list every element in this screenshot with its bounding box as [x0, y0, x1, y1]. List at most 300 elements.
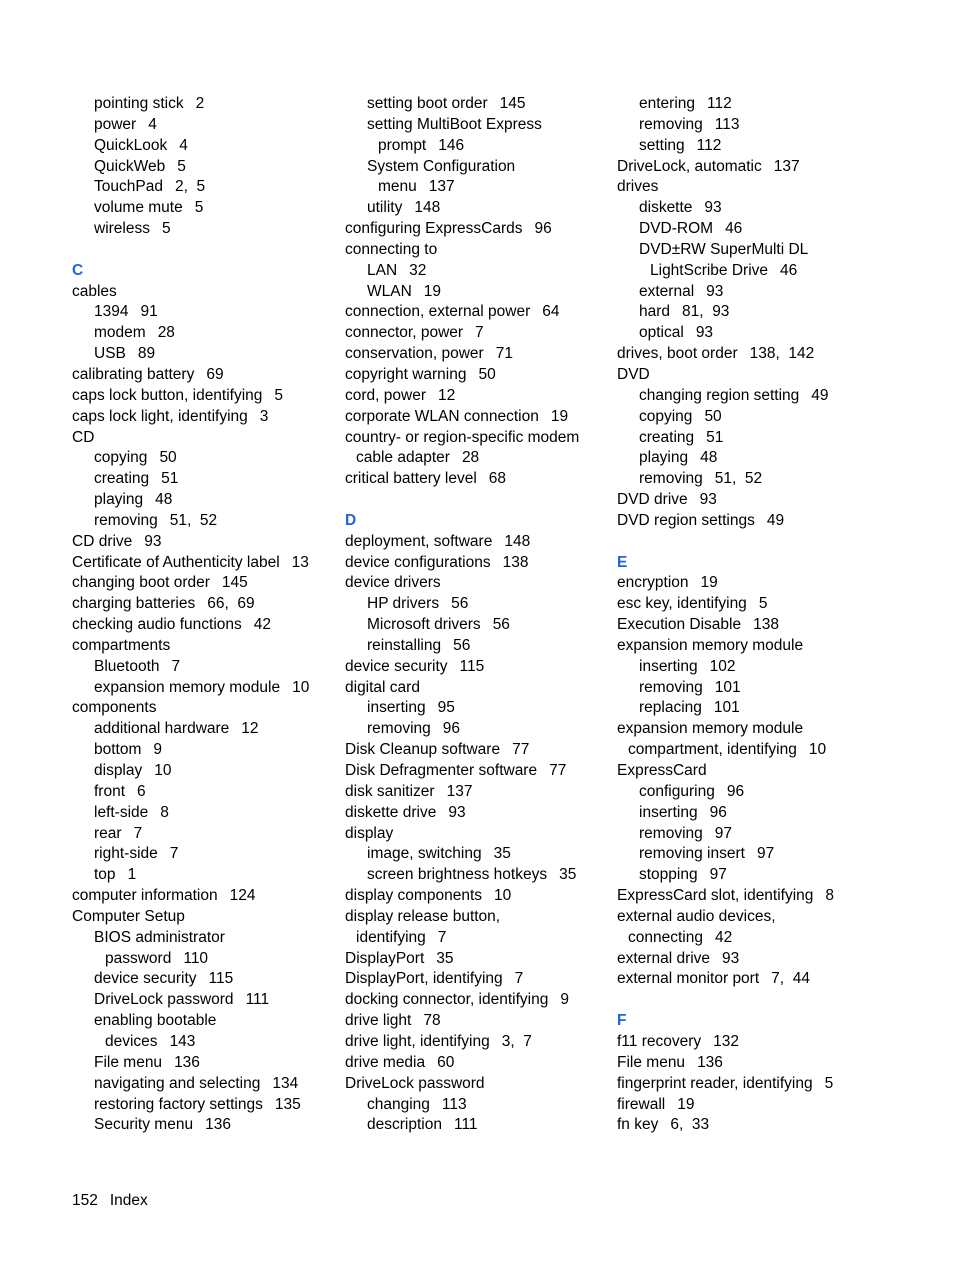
- page-reference: 13: [291, 553, 309, 571]
- page-reference: 51, 52: [714, 470, 763, 488]
- page-reference: 97: [709, 866, 727, 884]
- index-term: fingerprint reader, identifying: [617, 1074, 813, 1092]
- index-term: description: [367, 1116, 442, 1134]
- page-reference: 35: [559, 866, 577, 884]
- index-term: password: [105, 949, 172, 967]
- index-term: copying: [94, 449, 148, 467]
- index-term: external monitor port: [617, 970, 760, 988]
- index-term: components: [72, 699, 157, 717]
- page-reference: 137: [773, 157, 800, 175]
- index-entry: [72, 1011, 334, 1032]
- index-entry: [345, 740, 607, 761]
- page-reference: 10: [494, 887, 512, 905]
- page-reference: 138, 142: [749, 345, 815, 363]
- index-term: critical battery level: [345, 470, 477, 488]
- index-entry: [345, 636, 607, 657]
- index-term: diskette drive: [345, 803, 437, 821]
- index-entry: [617, 657, 879, 678]
- index-column-1: [72, 94, 334, 1136]
- page-reference: 8: [160, 803, 169, 821]
- page-reference: 42: [253, 616, 272, 634]
- page-reference: 111: [453, 1116, 478, 1134]
- page-reference: 136: [697, 1053, 723, 1071]
- index-term: CD: [72, 428, 95, 446]
- index-term: WLAN: [367, 282, 412, 300]
- index-term: ExpressCard slot, identifying: [617, 887, 814, 905]
- page-reference: 51, 52: [169, 511, 218, 529]
- index-entry: [72, 448, 334, 469]
- page-reference: 93: [722, 949, 740, 967]
- index-term: connecting: [628, 928, 703, 946]
- page-reference: 7: [169, 845, 179, 863]
- index-term: ExpressCard: [617, 762, 707, 779]
- page-reference: 10: [154, 762, 172, 779]
- index-term: calibrating battery: [72, 365, 195, 383]
- index-term: QuickLook: [94, 136, 168, 154]
- index-entry: [345, 1032, 607, 1053]
- page-reference: 137: [428, 178, 455, 196]
- index-term: screen brightness hotkeys: [367, 866, 548, 884]
- page-reference: 49: [766, 511, 785, 529]
- index-term: diskette: [639, 199, 693, 217]
- page-reference: 111: [245, 991, 270, 1009]
- index-term: top: [94, 866, 116, 884]
- index-entry: [72, 532, 334, 553]
- index-term: expansion memory module: [94, 678, 281, 696]
- index-entry: [617, 469, 879, 490]
- index-term: bottom: [94, 741, 142, 759]
- index-entry: [345, 428, 607, 449]
- page-reference: 77: [549, 762, 567, 779]
- index-entry: [72, 949, 334, 970]
- index-entry: [617, 761, 879, 782]
- index-term: DisplayPort, identifying: [345, 970, 503, 988]
- index-entry: [617, 282, 879, 303]
- page-reference: 46: [725, 220, 743, 238]
- page-reference: 124: [229, 887, 256, 905]
- index-entry: [72, 594, 334, 615]
- index-term: expansion memory module: [617, 636, 804, 654]
- index-term: device security: [94, 970, 197, 988]
- index-entry: [72, 844, 334, 865]
- index-term: utility: [367, 199, 403, 217]
- index-term: removing: [639, 824, 703, 842]
- index-entry: [617, 1032, 879, 1053]
- section-letter-e: E: [617, 553, 628, 571]
- index-term: Certificate of Authenticity label: [72, 553, 280, 571]
- index-entry: [617, 511, 879, 532]
- index-entry: [345, 1115, 607, 1136]
- index-term: Security menu: [94, 1116, 194, 1134]
- index-term: DVD±RW SuperMulti DL: [639, 240, 809, 258]
- index-entry: [345, 448, 607, 469]
- index-entry: [345, 177, 607, 198]
- page-reference: 2, 5: [174, 178, 206, 196]
- index-entry: [72, 177, 334, 198]
- page-reference: 93: [706, 282, 724, 300]
- page-reference: 50: [704, 407, 722, 425]
- index-term: removing insert: [639, 845, 745, 863]
- index-entry: [72, 1053, 334, 1074]
- page-reference: 56: [453, 636, 471, 654]
- index-entry: [72, 698, 334, 719]
- index-entry: [72, 1074, 334, 1095]
- page-footer: [72, 1191, 148, 1211]
- index-entry: [72, 323, 334, 344]
- index-entry: [72, 1095, 334, 1116]
- index-term: left-side: [94, 803, 149, 821]
- index-entry: [72, 886, 334, 907]
- index-entry: [72, 782, 334, 803]
- index-term: cord, power: [345, 386, 426, 404]
- index-term: display: [94, 762, 143, 779]
- page-reference: 137: [446, 782, 473, 800]
- index-entry: [72, 865, 334, 886]
- page-reference: 97: [756, 845, 775, 863]
- index-entry: [72, 928, 334, 949]
- index-term: computer information: [72, 887, 218, 905]
- index-entry: [345, 386, 607, 407]
- index-entry: [72, 615, 334, 636]
- index-term: inserting: [639, 657, 698, 675]
- index-entry: [345, 136, 607, 157]
- index-entry: [345, 469, 607, 490]
- index-column-2: [345, 94, 607, 1136]
- index-entry: [345, 990, 607, 1011]
- index-entry: [617, 740, 879, 761]
- index-term: BIOS administrator: [94, 928, 225, 946]
- index-entry: [72, 761, 334, 782]
- index-term: power: [94, 115, 137, 133]
- index-term: hard: [639, 303, 671, 321]
- index-term: CD drive: [72, 532, 133, 550]
- index-term: creating: [639, 428, 695, 446]
- index-entry: [617, 407, 879, 428]
- page-reference: 101: [714, 678, 741, 696]
- index-entry: [617, 302, 879, 323]
- index-entry: [72, 657, 334, 678]
- index-entry: [345, 1095, 607, 1116]
- index-entry: [345, 532, 607, 553]
- index-entry: [345, 407, 607, 428]
- index-entry: [345, 1074, 607, 1095]
- page-reference: 4: [148, 115, 157, 133]
- page-reference: 96: [534, 220, 552, 238]
- index-term: configuring ExpressCards: [345, 220, 523, 238]
- index-term: device security: [345, 657, 448, 675]
- index-entry: [617, 448, 879, 469]
- index-entry: [72, 678, 334, 699]
- index-term: Microsoft drivers: [367, 616, 481, 634]
- index-term: corporate WLAN connection: [345, 407, 539, 425]
- page-reference: 69: [206, 365, 224, 383]
- page-reference: 112: [707, 95, 732, 112]
- index-entry: [72, 824, 334, 845]
- index-entry: [72, 511, 334, 532]
- page-reference: 10: [292, 678, 310, 696]
- index-entry: [617, 428, 879, 449]
- index-entry: [72, 386, 334, 407]
- index-term: File menu: [617, 1053, 686, 1071]
- page-reference: 19: [677, 1095, 695, 1113]
- page-reference: 48: [155, 491, 173, 509]
- index-entry: [617, 490, 879, 511]
- page-reference: 143: [169, 1032, 196, 1050]
- page-reference: 91: [140, 303, 158, 321]
- index-term: creating: [94, 470, 150, 488]
- page-reference: 146: [438, 136, 465, 154]
- page-reference: 96: [709, 803, 727, 821]
- page-reference: 2: [195, 95, 205, 112]
- page-reference: 5: [758, 595, 768, 613]
- page-reference: 93: [699, 491, 717, 509]
- page-reference: 71: [495, 345, 513, 363]
- index-term: inserting: [367, 699, 426, 717]
- page-reference: 28: [461, 449, 480, 467]
- index-term: drive light: [345, 1012, 412, 1030]
- index-entry: [72, 490, 334, 511]
- index-term: charging batteries: [72, 595, 196, 613]
- page-reference: 115: [459, 657, 485, 675]
- index-entry: [72, 94, 334, 115]
- page-reference: 7: [171, 657, 181, 675]
- page-reference: 134: [272, 1074, 299, 1092]
- index-entry: [617, 323, 879, 344]
- index-term: DriveLock password: [94, 991, 234, 1009]
- index-entry: [617, 1115, 879, 1136]
- page-reference: 28: [157, 324, 175, 342]
- index-term: additional hardware: [94, 720, 230, 738]
- index-term: conservation, power: [345, 345, 484, 363]
- index-term: DriveLock, automatic: [617, 157, 762, 175]
- index-entry: [617, 1074, 879, 1095]
- page-reference: 9: [153, 741, 163, 759]
- index-term: compartments: [72, 636, 171, 654]
- index-entry: [617, 886, 879, 907]
- index-term: prompt: [378, 136, 427, 154]
- index-term: DVD: [617, 365, 650, 383]
- index-entry: [345, 594, 607, 615]
- index-term: drive media: [345, 1053, 426, 1071]
- index-term: connecting to: [345, 240, 438, 258]
- index-term: expansion memory module: [617, 720, 804, 738]
- page-reference: 93: [695, 324, 714, 342]
- index-term: volume mute: [94, 199, 183, 217]
- page-reference: 60: [437, 1053, 455, 1071]
- index-term: caps lock button, identifying: [72, 386, 263, 404]
- index-term: changing boot order: [72, 574, 210, 592]
- index-term: enabling bootable: [94, 1012, 217, 1030]
- page-reference: 6, 33: [670, 1116, 710, 1134]
- page-reference: 97: [714, 824, 732, 842]
- index-term: esc key, identifying: [617, 595, 747, 613]
- page-reference: 5: [274, 386, 284, 404]
- index-entry: [617, 844, 879, 865]
- index-entry: [345, 344, 607, 365]
- index-entry: [345, 261, 607, 282]
- index-term: System Configuration: [367, 157, 516, 175]
- page-reference: 48: [700, 449, 718, 467]
- index-entry: [345, 865, 607, 886]
- index-entry: [617, 928, 879, 949]
- index-term: playing: [94, 491, 144, 509]
- index-term: display: [345, 824, 394, 842]
- index-term: image, switching: [367, 845, 482, 863]
- index-term: Disk Defragmenter software: [345, 762, 538, 779]
- index-entry: [617, 365, 879, 386]
- index-term: copyright warning: [345, 365, 467, 383]
- index-term: changing: [367, 1095, 430, 1113]
- page-reference: 93: [704, 199, 722, 217]
- index-entry: [345, 553, 607, 574]
- index-term: external drive: [617, 949, 711, 967]
- page-reference: 95: [437, 699, 455, 717]
- index-entry: [617, 1095, 879, 1116]
- index-entry: [617, 344, 879, 365]
- index-entry: [72, 1032, 334, 1053]
- page-reference: 8: [825, 887, 835, 905]
- page-reference: 49: [811, 386, 829, 404]
- index-term: modem: [94, 324, 146, 342]
- index-entry: [345, 282, 607, 303]
- index-term: compartment, identifying: [628, 741, 797, 759]
- index-term: replacing: [639, 699, 702, 717]
- index-entry: [617, 907, 879, 928]
- page-reference: 110: [183, 949, 209, 967]
- page-reference: 136: [174, 1053, 200, 1071]
- index-term: LightScribe Drive: [650, 261, 769, 279]
- index-term: drives, boot order: [617, 345, 738, 363]
- page-reference: 5: [177, 157, 186, 175]
- index-term: connection, external power: [345, 303, 531, 321]
- page-reference: 50: [159, 449, 177, 467]
- index-term: inserting: [639, 803, 698, 821]
- page-reference: 138: [753, 616, 779, 634]
- page-reference: 1: [127, 866, 137, 884]
- index-entry: [617, 969, 879, 990]
- index-term: Execution Disable: [617, 616, 742, 634]
- index-entry: [345, 949, 607, 970]
- index-entry: [72, 803, 334, 824]
- index-entry: [72, 157, 334, 178]
- index-term: DVD-ROM: [639, 220, 714, 238]
- page-reference: 96: [726, 782, 745, 800]
- index-term: configuring: [639, 782, 715, 800]
- index-term: File menu: [94, 1053, 163, 1071]
- index-entry: [345, 1053, 607, 1074]
- page-reference: 101: [713, 699, 740, 717]
- index-column-3: [617, 94, 879, 1136]
- section-letter-c: C: [72, 261, 84, 279]
- index-term: drive light, identifying: [345, 1032, 490, 1050]
- index-entry: [617, 261, 879, 282]
- index-entry: [617, 865, 879, 886]
- index-entry: [345, 302, 607, 323]
- index-entry: [617, 636, 879, 657]
- index-entry: [72, 907, 334, 928]
- index-entry: [345, 573, 607, 594]
- index-term: Bluetooth: [94, 657, 160, 675]
- index-entry: [345, 698, 607, 719]
- page-reference: 113: [714, 115, 740, 133]
- index-term: stopping: [639, 866, 698, 884]
- index-entry: [345, 657, 607, 678]
- index-term: external: [639, 282, 695, 300]
- page-reference: 9: [560, 991, 569, 1009]
- page-reference: 66, 69: [207, 595, 255, 613]
- index-term: reinstalling: [367, 636, 442, 654]
- page-reference: 10: [808, 741, 827, 759]
- index-term: front: [94, 782, 126, 800]
- page-reference: 132: [713, 1032, 740, 1050]
- index-term: digital card: [345, 678, 420, 696]
- index-entry: [72, 136, 334, 157]
- index-term: firewall: [617, 1095, 666, 1113]
- page-reference: 93: [448, 803, 466, 821]
- index-entry: [617, 782, 879, 803]
- page-reference: 96: [442, 720, 460, 738]
- page-reference: 19: [423, 282, 442, 300]
- page-reference: 112: [696, 136, 722, 154]
- page-reference: 35: [436, 949, 454, 967]
- index-entry: [617, 136, 879, 157]
- index-entry: [345, 782, 607, 803]
- index-entry: [72, 344, 334, 365]
- index-entry: [345, 323, 607, 344]
- index-term: wireless: [94, 220, 150, 238]
- page-reference: 3, 7: [501, 1032, 532, 1050]
- page-reference: 46: [780, 261, 798, 279]
- index-term: setting MultiBoot Express: [367, 115, 542, 133]
- index-term: deployment, software: [345, 532, 493, 550]
- page-reference: 102: [709, 657, 736, 675]
- page-reference: 89: [137, 345, 156, 363]
- page-reference: 5: [194, 199, 204, 217]
- index-term: HP drivers: [367, 595, 440, 613]
- index-entry: [72, 282, 334, 303]
- index-entry: [617, 198, 879, 219]
- index-term: DriveLock password: [345, 1074, 485, 1092]
- page-reference: 138: [502, 553, 529, 571]
- index-term: DVD region settings: [617, 511, 755, 529]
- page-reference: 56: [451, 595, 469, 613]
- page-reference: 7: [133, 824, 143, 842]
- index-term: pointing stick: [94, 95, 184, 112]
- index-entry: [617, 1053, 879, 1074]
- index-entry: [72, 553, 334, 574]
- index-entry: [72, 365, 334, 386]
- page-reference: 113: [441, 1095, 467, 1113]
- index-entry: [617, 678, 879, 699]
- page-reference: 136: [205, 1116, 231, 1134]
- index-entry: [617, 615, 879, 636]
- page-reference: 42: [714, 928, 733, 946]
- index-term: drives: [617, 178, 659, 196]
- index-term: country- or region-specific modem: [345, 428, 580, 446]
- page-reference: 5: [824, 1074, 834, 1092]
- index-entry: [72, 969, 334, 990]
- index-entry: [72, 428, 334, 449]
- index-entry: [617, 803, 879, 824]
- index-entry: [345, 678, 607, 699]
- index-entry: [617, 719, 879, 740]
- index-entry: [72, 115, 334, 136]
- index-entry: [345, 157, 607, 178]
- index-term: f11 recovery: [617, 1032, 702, 1050]
- index-entry: [617, 824, 879, 845]
- index-term: TouchPad: [94, 178, 163, 196]
- page-reference: 12: [241, 720, 259, 738]
